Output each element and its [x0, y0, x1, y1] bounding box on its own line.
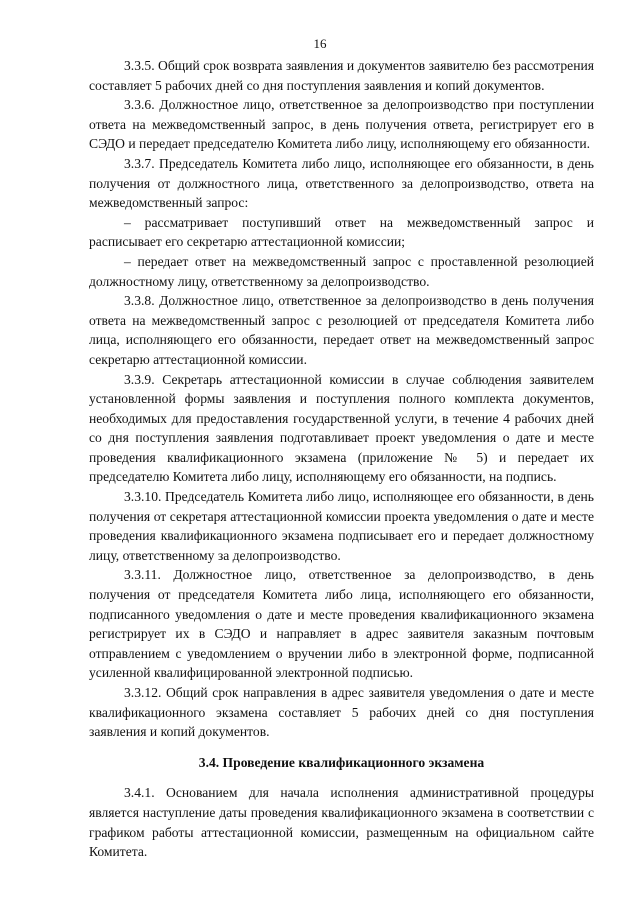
list-item: – рассматривает поступивший ответ на межведомственный запрос и расписывает его секретарю аттестационной комиссии;: [89, 214, 594, 250]
paragraph-3-3-7: 3.3.7. Председатель Комитета либо лицо, исполняющее его обязанности, в день получения от должностного лица, ответственного за делопроизводство, ответа на межведомственный запрос:: [89, 155, 594, 211]
list-item: – передает ответ на межведомственный запрос с проставленной резолюцией должностному лицу, ответственному за делопроизводство.: [89, 253, 594, 289]
paragraph-3-3-6: 3.3.6. Должностное лицо, ответственное за делопроизводство при поступлении ответа на межведомственный запрос, в день получения ответа, регистрирует его в СЭДО и передает председателю Комитета либо лицу, исполняющему его обязанности.: [89, 97, 594, 152]
paragraph-3-4-1: 3.4.1. Основанием для начала исполнения административной процедуры является наступление даты проведения квалификационного экзамена в соответствии с графиком работы аттестационной комиссии, размещенным на официальном сайте Комитета.: [89, 785, 594, 860]
paragraph-3-3-8: 3.3.8. Должностное лицо, ответственное за делопроизводство в день получения ответа на межведомственный запрос с резолюцией от председателя Комитета либо лица, исполняющего его обязанности, передает ответ на межведомственный запрос секретарю аттестационной комиссии.: [89, 293, 594, 367]
document-body: [89, 56, 594, 862]
paragraph-3-3-11: 3.3.11. Должностное лицо, ответственное за делопроизводство, в день получения от председателя Комитета либо лица, исполняющего его обязанности, подписанного уведомления о дате и месте проведения квалификационного экзамена регистрирует их в СЭДО и направляет в адрес заявителя заказным почтовым отправлением с уведомлением о вручении либо в электронной форме, подписанной усиленной квалифицированной электронной подписью.: [89, 567, 594, 681]
page-number: 16: [313, 36, 327, 51]
paragraph-3-3-10: 3.3.10. Председатель Комитета либо лицо, исполняющее его обязанности, в день получения от секретаря аттестационной комиссии проекта уведомления о дате и месте проведения квалификационного экзамена подписывает его и передает должностному лицу, ответственному за делопроизводство.: [89, 489, 594, 563]
paragraph-3-3-9: 3.3.9. Секретарь аттестационной комиссии в случае соблюдения заявителем установленной формы заявления и поступления полного комплекта документов, необходимых для предоставления государственной услуги, в течение 4 рабочих дней со дня поступления заявления подготавливает проект уведомления о дате и месте проведения квалификационного экзамена (приложение № 5) и передает их председателю Комитета либо лицу, исполняющему его обязанности, на подпись.: [89, 371, 594, 485]
section-heading: 3.4. Проведение квалификационного экзамена: [198, 754, 485, 770]
paragraph-3-3-5: 3.3.5. Общий срок возврата заявления и документов заявителю без рассмотрения составляет 5 рабочих дней со дня поступления заявления и копий документов.: [89, 58, 594, 93]
paragraph-3-3-12: 3.3.12. Общий срок направления в адрес заявителя уведомления о дате и месте квалификационного экзамена составляет 5 рабочих дней со дня поступления заявления и копий документов.: [89, 685, 594, 740]
